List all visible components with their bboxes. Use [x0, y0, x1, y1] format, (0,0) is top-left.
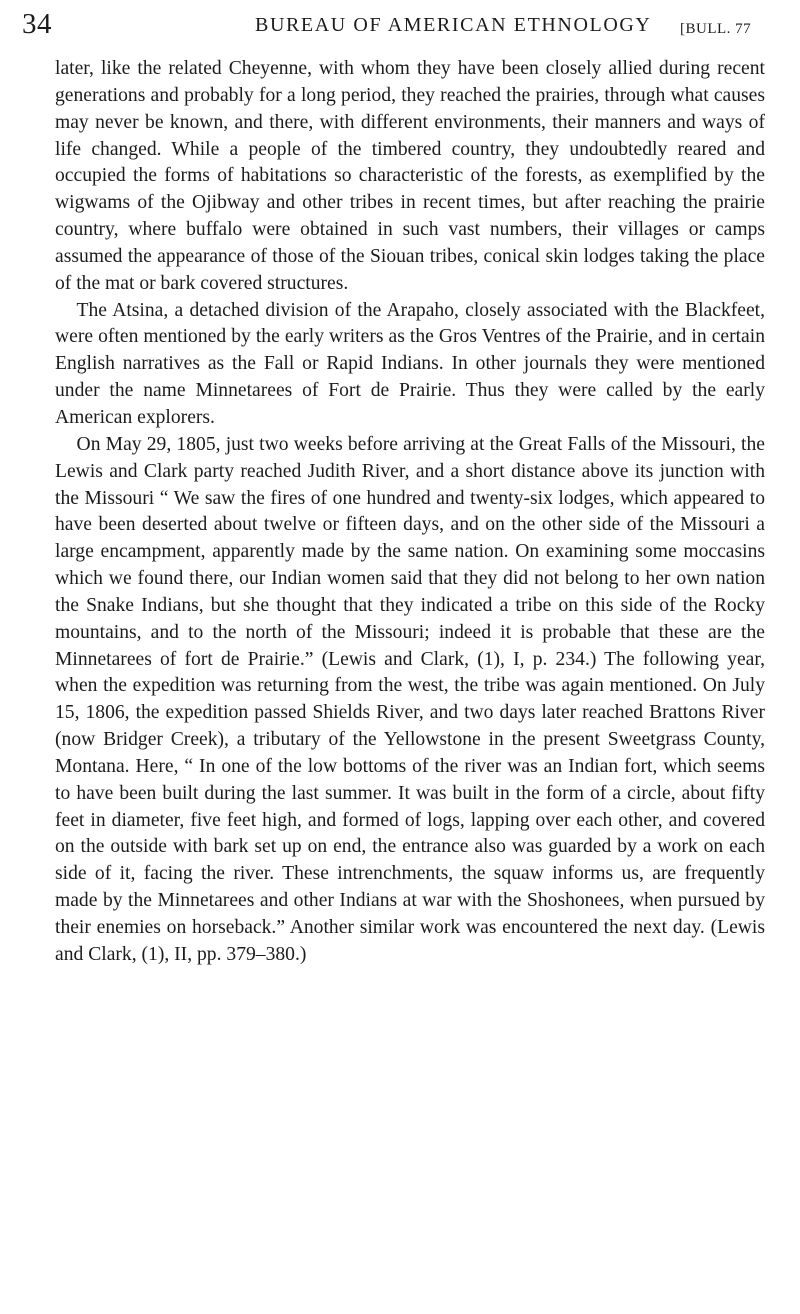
- running-head: [0, 6, 800, 46]
- paragraph-atsina: The Atsina, a detached division of the Arapaho, closely associated with the Blackfeet, were often mentioned by the early writers as the Gros Ventres of the Prairie, and in certain English narratives as the Fall or Rapid Indians. In other journals they were mentioned under the name Minnetarees of Fort de Prairie. Thus they were called by the early American explorers.: [55, 299, 765, 428]
- page-number: 34: [22, 8, 52, 40]
- paragraph-lewis-and-clark: On May 29, 1805, just two weeks before arriving at the Great Falls of the Missouri, the Lewis and Clark party reached Judith River, and a short distance above its junction with the Missouri “ We saw the fires of one hundred and twenty-six lodges, which appeared to have been deserted about twelve or fifteen days, and on the other side of the Missouri a large encampment, apparently made by the same nation. On examining some moccasins which we found there, our Indian women said that they did not belong to her own nation the Snake Indians, but she thought that they indicated a tribe on this side of the Rocky mountains, and to the north of the Missouri; indeed it is probable that these are the Minnetarees of fort de Prairie.” (Lewis and Clark, (1), I, p. 234.) The following year, when the expedition was returning from the west, the tribe was again mentioned. On July 15, 1806, the expedition passed Shields River, and two days later reached Brattons River (now Bridger Creek), a tributary of the Yellowstone in the present Sweetgrass County, Montana. Here, “ In one of the low bottoms of the river was an Indian fort, which seems to have been built during the last summer. It was built in the form of a circle, about fifty feet in diameter, five feet high, and formed of logs, lapping over each other, and covered on the outside with bark set up on end, the entrance also was guarded by a work on each side of it, facing the river. These intrenchments, the squaw informs us, are frequently made by the Minnetarees and other Indians at war with the Shoshonees, when pursued by their enemies on horseback.” Another similar work was encountered the next day. (Lewis and Clark, (1), II, pp. 379–380.): [55, 433, 765, 965]
- body-text: [55, 56, 765, 969]
- running-head-title: BUREAU OF AMERICAN ETHNOLOGY: [255, 14, 652, 36]
- bulletin-reference: [BULL. 77: [680, 21, 752, 37]
- paragraph-continued: later, like the related Cheyenne, with whom they have been closely allied during recent generations and probably for a long period, they reached the prairies, through what causes may never be known, and there, with different environments, their manners and ways of life changed. While a people of the timbered country, they undoubtedly reared and occupied the forms of habitations so characteristic of the forests, as exemplified by the wigwams of the Ojibway and other tribes in recent times, but after reaching the prairie country, where buffalo were obtained in such vast numbers, their villages or camps assumed the appearance of those of the Siouan tribes, conical skin lodges taking the place of the mat or bark covered structures.: [55, 58, 765, 294]
